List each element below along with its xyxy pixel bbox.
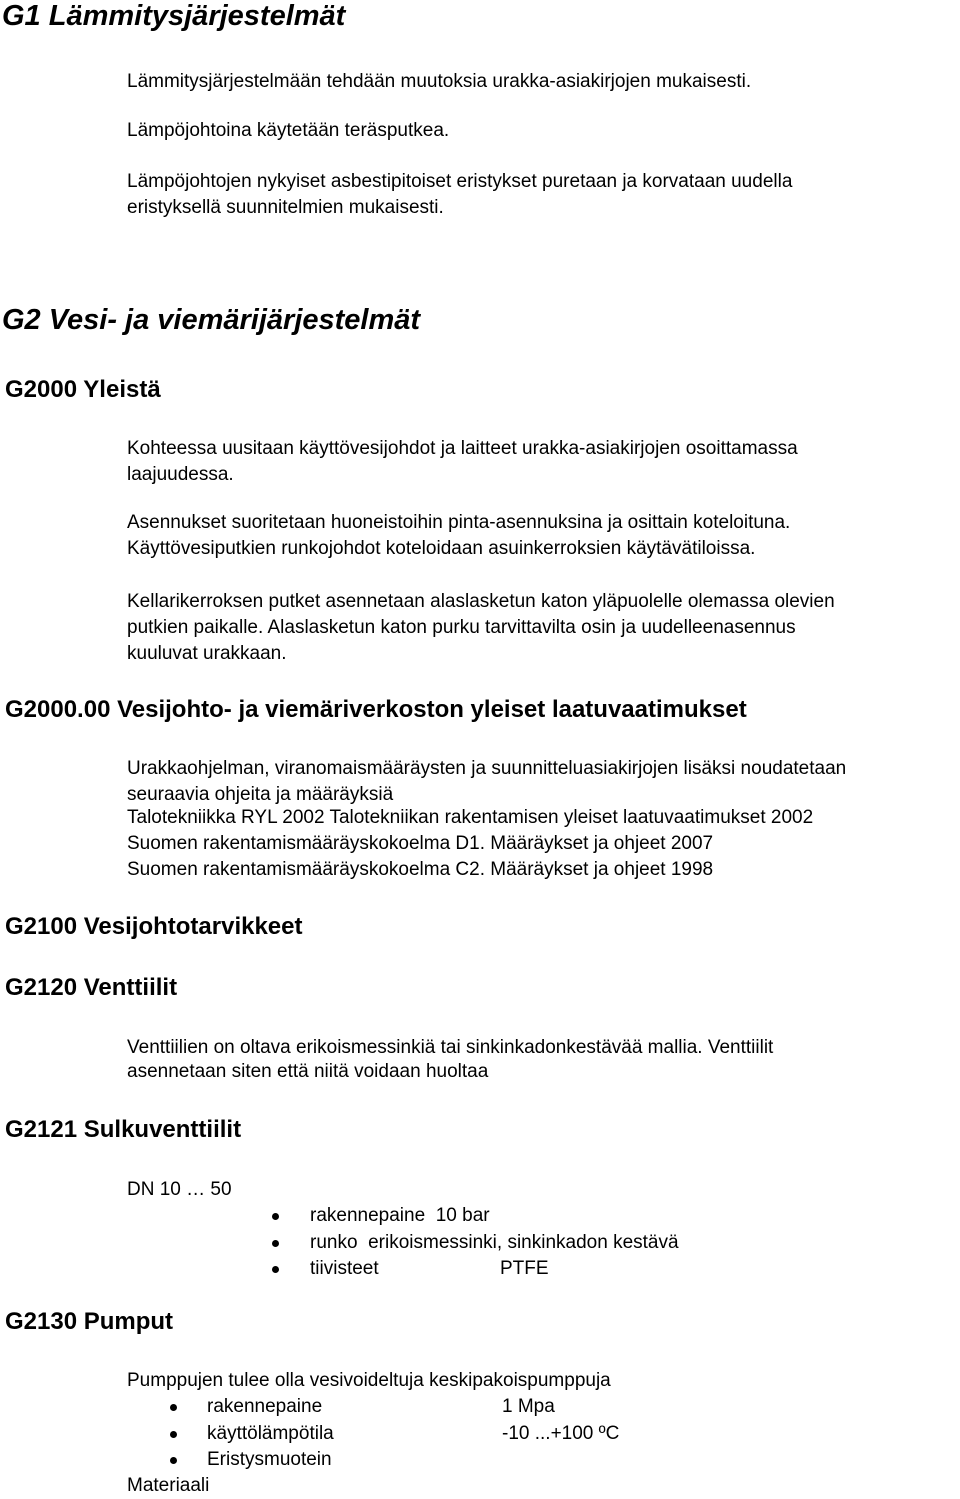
paragraph: Lämpöjohtoina käytetään teräsputkea. xyxy=(127,120,450,141)
pump-spec-list xyxy=(207,1394,620,1474)
paragraph-line: Venttiilien on oltava erikoismessinkiä tai sinkinkadonkestävää mallia. Venttiilit xyxy=(127,1037,774,1058)
dn-range: DN 10 … 50 xyxy=(127,1179,232,1200)
paragraph-line: Lämpöjohtojen nykyiset asbestipitoiset eristykset puretaan ja korvataan uudella xyxy=(127,171,793,192)
list-item xyxy=(310,1230,679,1257)
spec-value: erikoismessinki, sinkinkadon kestävä xyxy=(368,1231,679,1253)
heading-g2000: G2000 Yleistä xyxy=(5,376,161,403)
heading-g2120: G2120 Venttiilit xyxy=(5,974,178,1001)
spec-value: 1 Mpa xyxy=(502,1396,555,1417)
spec-label: tiivisteet xyxy=(310,1258,379,1279)
section-title-g2: G2 Vesi- ja viemärijärjestelmät xyxy=(2,304,421,336)
section-title-g1: G1 Lämmitysjärjestelmät xyxy=(2,0,346,32)
paragraph-line: Kellarikerroksen putket asennetaan alaslasketun katon yläpuolelle olemassa olevien xyxy=(127,591,835,612)
spec-value: 10 bar xyxy=(435,1205,490,1226)
spec-label: Eristysmuotein xyxy=(207,1449,332,1470)
spec-label: käyttölämpötila xyxy=(207,1422,334,1444)
bullet-icon xyxy=(170,1431,177,1438)
valve-spec-list xyxy=(310,1203,679,1283)
spec-value: PTFE xyxy=(500,1258,549,1279)
paragraph-line: Talotekniikka RYL 2002 Talotekniikan rakentamisen yleiset laatuvaatimukset 2002 xyxy=(127,807,814,828)
paragraph-line: Asennukset suoritetaan huoneistoihin pinta-asennuksina ja osittain koteloituna. xyxy=(127,512,791,533)
spec-label: rakennepaine xyxy=(207,1396,323,1417)
paragraph-line: Urakkaohjelman, viranomaismääräysten ja suunnitteluasiakirjojen lisäksi noudatetaan xyxy=(127,758,847,779)
spec-label: runko xyxy=(310,1231,358,1253)
paragraph-line: laajuudessa. xyxy=(127,464,234,485)
bullet-icon xyxy=(170,1404,177,1411)
paragraph-line: Pumppujen tulee olla vesivoideltuja keskipakoispumppuja xyxy=(127,1370,611,1391)
spec-label: rakennepaine xyxy=(310,1205,426,1226)
bullet-icon xyxy=(272,1213,279,1220)
paragraph-line: Materiaali xyxy=(127,1475,210,1496)
bullet-icon xyxy=(170,1457,177,1464)
list-item xyxy=(310,1203,679,1230)
paragraph-line: Kohteessa uusitaan käyttövesijohdot ja laitteet urakka-asiakirjojen osoittamassa xyxy=(127,438,798,459)
paragraph-line: Suomen rakentamismääräyskokoelma D1. Määräykset ja ohjeet 2007 xyxy=(127,833,714,854)
spec-value: -10 ...+100 ºC xyxy=(502,1422,620,1444)
paragraph-line: Suomen rakentamismääräyskokoelma C2. Määräykset ja ohjeet 1998 xyxy=(127,859,714,880)
list-item xyxy=(207,1394,555,1421)
paragraph-line: asennetaan siten että niitä voidaan huoltaa xyxy=(127,1061,489,1082)
paragraph-line: kuuluvat urakkaan. xyxy=(127,643,287,664)
paragraph: Lämmitysjärjestelmään tehdään muutoksia urakka-asiakirjojen mukaisesti. xyxy=(127,71,752,92)
list-item xyxy=(310,1256,679,1283)
paragraph-line: eristyksellä suunnitelmien mukaisesti. xyxy=(127,197,444,218)
paragraph-line: seuraavia ohjeita ja määräyksiä xyxy=(127,784,394,805)
heading-g2000-00: G2000.00 Vesijohto- ja viemäriverkoston yleiset laatuvaatimukset xyxy=(5,696,747,723)
heading-g2100: G2100 Vesijohtotarvikkeet xyxy=(5,913,303,940)
heading-g2130: G2130 Pumput xyxy=(5,1308,174,1335)
bullet-icon xyxy=(272,1266,279,1273)
heading-g2121: G2121 Sulkuventtiilit xyxy=(5,1116,242,1143)
paragraph-line: Käyttövesiputkien runkojohdot koteloidaan asuinkerroksien käytävätiloissa. xyxy=(127,538,756,559)
bullet-icon xyxy=(272,1240,279,1247)
paragraph-line: putkien paikalle. Alaslasketun katon purku tarvittavilta osin ja uudelleenasennus xyxy=(127,617,796,638)
list-item xyxy=(207,1421,620,1448)
list-item xyxy=(207,1447,334,1474)
